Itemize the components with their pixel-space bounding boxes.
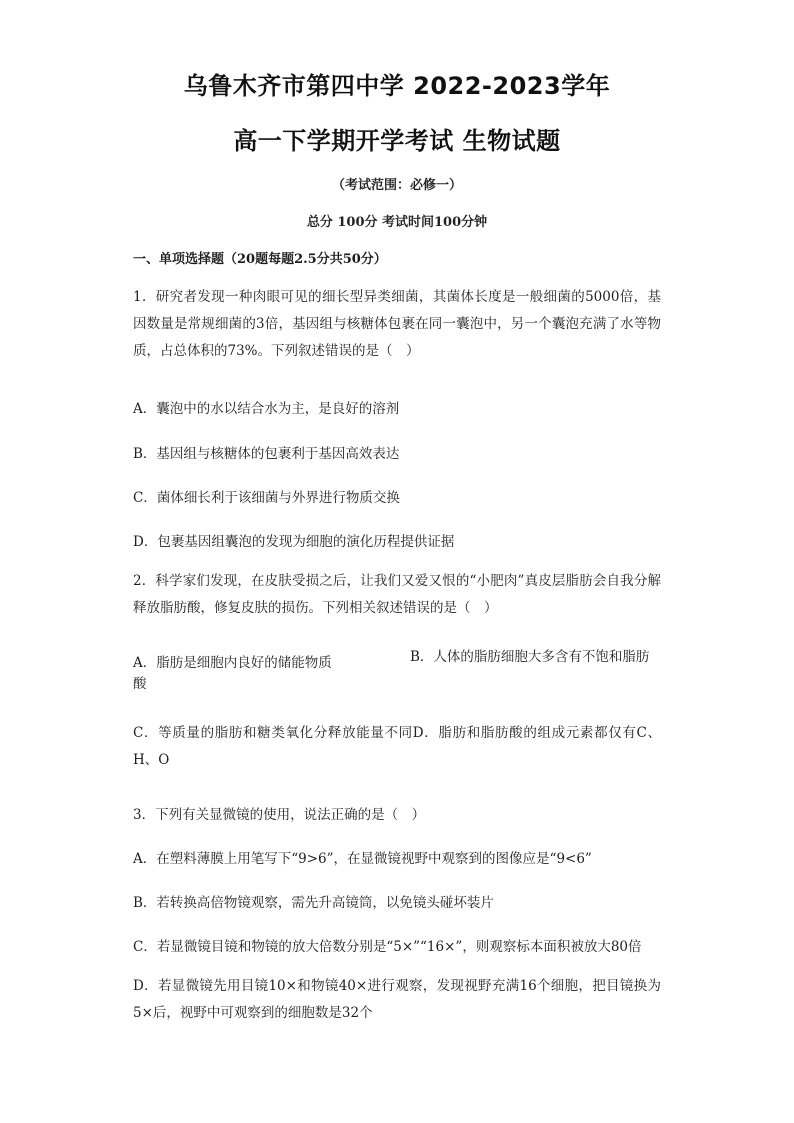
question-1-option-c: C．菌体细长利于该细菌与外界进行物质交换 bbox=[133, 490, 400, 506]
question-3-stem: 3．下列有关显微镜的使用，说法正确的是（ ） bbox=[133, 807, 426, 823]
question-2-option-b-line1: B．人体的脂肪细胞大多含有不饱和脂肪 bbox=[410, 649, 650, 665]
section-heading: 一、单项选择题（20题每题2.5分共50分） bbox=[133, 252, 387, 267]
exam-score-time: 总分 100分 考试时间100分钟 bbox=[306, 215, 488, 230]
question-1-option-b: B．基因组与核糖体的包裹利于基因高效表达 bbox=[133, 446, 400, 462]
exam-title-line2: 高一下学期开学考试 生物试题 bbox=[233, 127, 561, 155]
exam-title-line1: 乌鲁木齐市第四中学 2022-2023学年 bbox=[183, 72, 611, 100]
question-1-option-a: A．囊泡中的水以结合水为主，是良好的溶剂 bbox=[133, 401, 400, 417]
question-1-option-d: D．包裹基因组囊泡的发现为细胞的演化历程提供证据 bbox=[133, 534, 455, 550]
question-2-option-cd: C．等质量的脂肪和糖类氧化分释放能量不同D．脂肪和脂肪酸的组成元素都仅有C、H、O bbox=[133, 725, 661, 768]
question-2-option-b-line2: 酸 bbox=[133, 676, 147, 692]
question-3-option-b: B．若转换高倍物镜观察，需先升高镜筒，以免镜头碰坏装片 bbox=[133, 895, 494, 911]
question-2-option-a: A．脂肪是细胞内良好的储能物质 bbox=[133, 655, 332, 671]
exam-scope: （考试范围：必修一） bbox=[331, 178, 462, 193]
question-3-option-c: C．若显微镜目镜和物镜的放大倍数分别是“5×”“16×”，则观察标本面积被放大80倍 bbox=[133, 939, 642, 955]
question-3-option-a: A．在塑料薄膜上用笔写下“9>6”，在显微镜视野中观察到的图像应是“9<6” bbox=[133, 851, 592, 867]
question-1-stem: 1．研究者发现一种肉眼可见的细长型异类细菌，其菌体长度是一般细菌的5000倍，基因数量是常规细菌的3倍，基因组与核糖体包裹在同一囊泡中，另一个囊泡充满了水等物质，占总体积的73%。下列叙述错误的是（ ） bbox=[133, 289, 661, 359]
question-2-stem: 2．科学家们发现，在皮肤受损之后，让我们又爱又恨的“小肥肉”真皮层脂肪会自我分解释放脂肪酸，修复皮肤的损伤。下列相关叙述错误的是（ ） bbox=[133, 573, 661, 616]
question-3-option-d: D．若显微镜先用目镜10×和物镜40×进行观察，发现视野充满16个细胞，把目镜换为5×后，视野中可观察到的细胞数是32个 bbox=[133, 978, 661, 1021]
